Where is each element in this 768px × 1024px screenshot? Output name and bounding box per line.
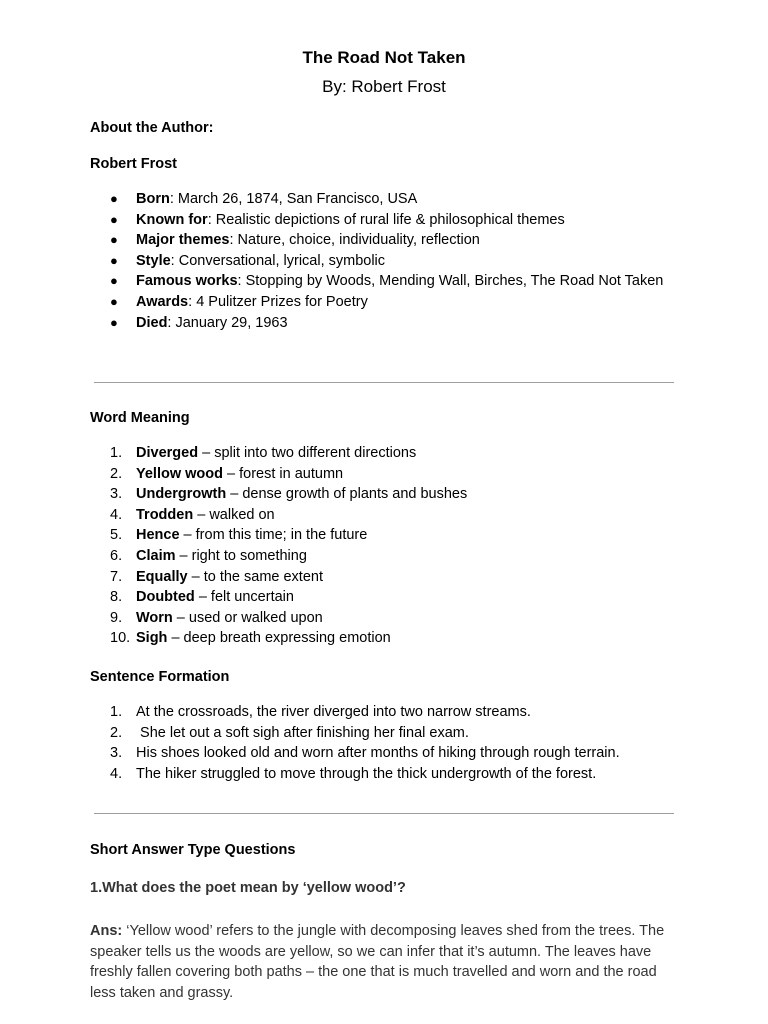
bullet-marker: ● (110, 273, 118, 289)
divider (94, 382, 674, 383)
word-definition: to the same extent (203, 568, 323, 585)
word-term: Yellow wood (136, 465, 224, 482)
word-separator: – (193, 506, 210, 523)
list-item (110, 764, 670, 785)
word-definition: used or walked upon (188, 609, 323, 626)
list-number: 1. (110, 445, 123, 461)
sentence-text: His shoes looked old and worn after months of hiking through rough terrain. (136, 745, 620, 762)
bullet-marker: ● (110, 293, 118, 309)
word-term: Claim (136, 547, 176, 564)
fact-text: Realistic depictions of rural life & philosophical themes (215, 211, 565, 228)
fact-term: Famous works (136, 273, 238, 290)
word-term: Doubted (136, 589, 195, 606)
fact-term: Major themes (136, 232, 230, 249)
list-item (110, 587, 670, 608)
list-item (110, 702, 670, 723)
list-item (110, 546, 670, 567)
word-separator: – (167, 630, 184, 647)
list-item (110, 567, 670, 588)
sentence-formation-heading: Sentence Formation (90, 669, 230, 685)
fact-term: Style (136, 252, 171, 269)
list-item (110, 251, 670, 272)
list-number: 4. (110, 506, 123, 523)
word-definition: from this time; in the future (195, 527, 368, 544)
fact-text: January 29, 1963 (175, 314, 288, 331)
short-answer-heading: Short Answer Type Questions (90, 842, 296, 858)
answer-label: Ans: (90, 923, 123, 939)
list-number: 3. (110, 745, 123, 762)
list-number: 3. (110, 486, 123, 503)
word-separator: – (172, 609, 189, 626)
list-number: 7. (110, 568, 123, 585)
sentence-text: The hiker struggled to move through the thick undergrowth of the forest. (136, 765, 597, 782)
list-number: 5. (110, 527, 123, 544)
list-number: 1. (110, 704, 123, 720)
list-item (110, 505, 670, 526)
list-number: 2. (110, 465, 123, 482)
author-facts-list (110, 189, 670, 333)
list-number: 6. (110, 547, 123, 564)
fact-term: Awards (136, 293, 189, 310)
list-item (110, 292, 670, 313)
word-term: Undergrowth (136, 486, 227, 503)
list-item (110, 608, 670, 629)
fact-separator: : (170, 252, 179, 269)
sentence-text: At the crossroads, the river diverged into two narrow streams. (136, 704, 531, 720)
list-number: 4. (110, 765, 123, 782)
document-subtitle: By: Robert Frost (322, 77, 446, 96)
list-item (110, 723, 670, 744)
author-name-heading: Robert Frost (90, 156, 177, 172)
about-author-heading: About the Author: (90, 120, 214, 136)
question-1: 1.What does the poet mean by ‘yellow wood’? (90, 880, 406, 896)
divider (94, 813, 674, 814)
sentence-formation-list (110, 702, 670, 784)
document-title: The Road Not Taken (302, 48, 466, 67)
list-item (110, 743, 670, 764)
bullet-marker: ● (110, 232, 118, 248)
word-meaning-heading: Word Meaning (90, 410, 190, 426)
fact-term: Known for (136, 211, 208, 228)
bullet-marker: ● (110, 314, 118, 330)
fact-term: Born (136, 191, 170, 207)
word-definition: right to something (191, 547, 307, 564)
list-item (110, 313, 670, 334)
word-separator: – (226, 486, 243, 503)
list-item (110, 464, 670, 485)
answer-text: ‘Yellow wood’ refers to the jungle with decomposing leaves shed from the trees. The speaker tells us the woods are yellow, so we can infer that it’s autumn. The leaves have freshly fallen covering both paths – the one that is much travelled and worn and the road less taken and grassy. (90, 923, 665, 1001)
word-term: Sigh (136, 630, 168, 647)
fact-text: Stopping by Woods, Mending Wall, Birches, The Road Not Taken (245, 273, 664, 290)
fact-separator: : (237, 273, 246, 290)
word-definition: deep breath expressing emotion (183, 630, 391, 647)
list-number: 9. (110, 609, 123, 626)
word-separator: – (175, 547, 192, 564)
bullet-marker: ● (110, 211, 118, 227)
list-item (110, 189, 670, 210)
list-item (110, 271, 670, 292)
bullet-marker: ● (110, 191, 118, 206)
word-separator: – (187, 568, 204, 585)
word-definition: split into two different directions (214, 445, 417, 461)
fact-term: Died (136, 314, 168, 331)
fact-separator: : (229, 232, 238, 249)
fact-text: 4 Pulitzer Prizes for Poetry (196, 293, 368, 310)
word-separator: – (194, 589, 211, 606)
list-item (110, 443, 670, 464)
fact-text: March 26, 1874, San Francisco, USA (177, 191, 418, 207)
bullet-marker: ● (110, 252, 118, 268)
word-definition: walked on (209, 506, 275, 523)
word-term: Hence (136, 527, 180, 544)
word-definition: felt uncertain (210, 589, 294, 606)
list-item (110, 628, 670, 649)
fact-text: Nature, choice, individuality, reflection (237, 232, 480, 249)
word-term: Worn (136, 609, 173, 626)
list-item (110, 230, 670, 251)
sentence-text: She let out a soft sigh after finishing her final exam. (136, 724, 469, 741)
list-item (110, 525, 670, 546)
word-separator: – (179, 527, 196, 544)
list-number: 10. (110, 630, 131, 647)
list-number: 8. (110, 589, 123, 606)
answer-1 (90, 921, 680, 1003)
word-definition: dense growth of plants and bushes (242, 486, 468, 503)
list-item (110, 484, 670, 505)
list-number: 2. (110, 724, 123, 741)
word-separator: – (223, 465, 240, 482)
fact-text: Conversational, lyrical, symbolic (178, 252, 386, 269)
word-term: Trodden (136, 506, 194, 523)
fact-separator: : (207, 211, 216, 228)
fact-separator: : (169, 191, 178, 207)
word-meaning-list (110, 443, 670, 649)
fact-separator: : (188, 293, 197, 310)
word-definition: forest in autumn (239, 465, 344, 482)
fact-separator: : (167, 314, 176, 331)
word-separator: – (198, 445, 215, 461)
word-term: Equally (136, 568, 188, 585)
word-term: Diverged (136, 445, 199, 461)
list-item (110, 210, 670, 231)
